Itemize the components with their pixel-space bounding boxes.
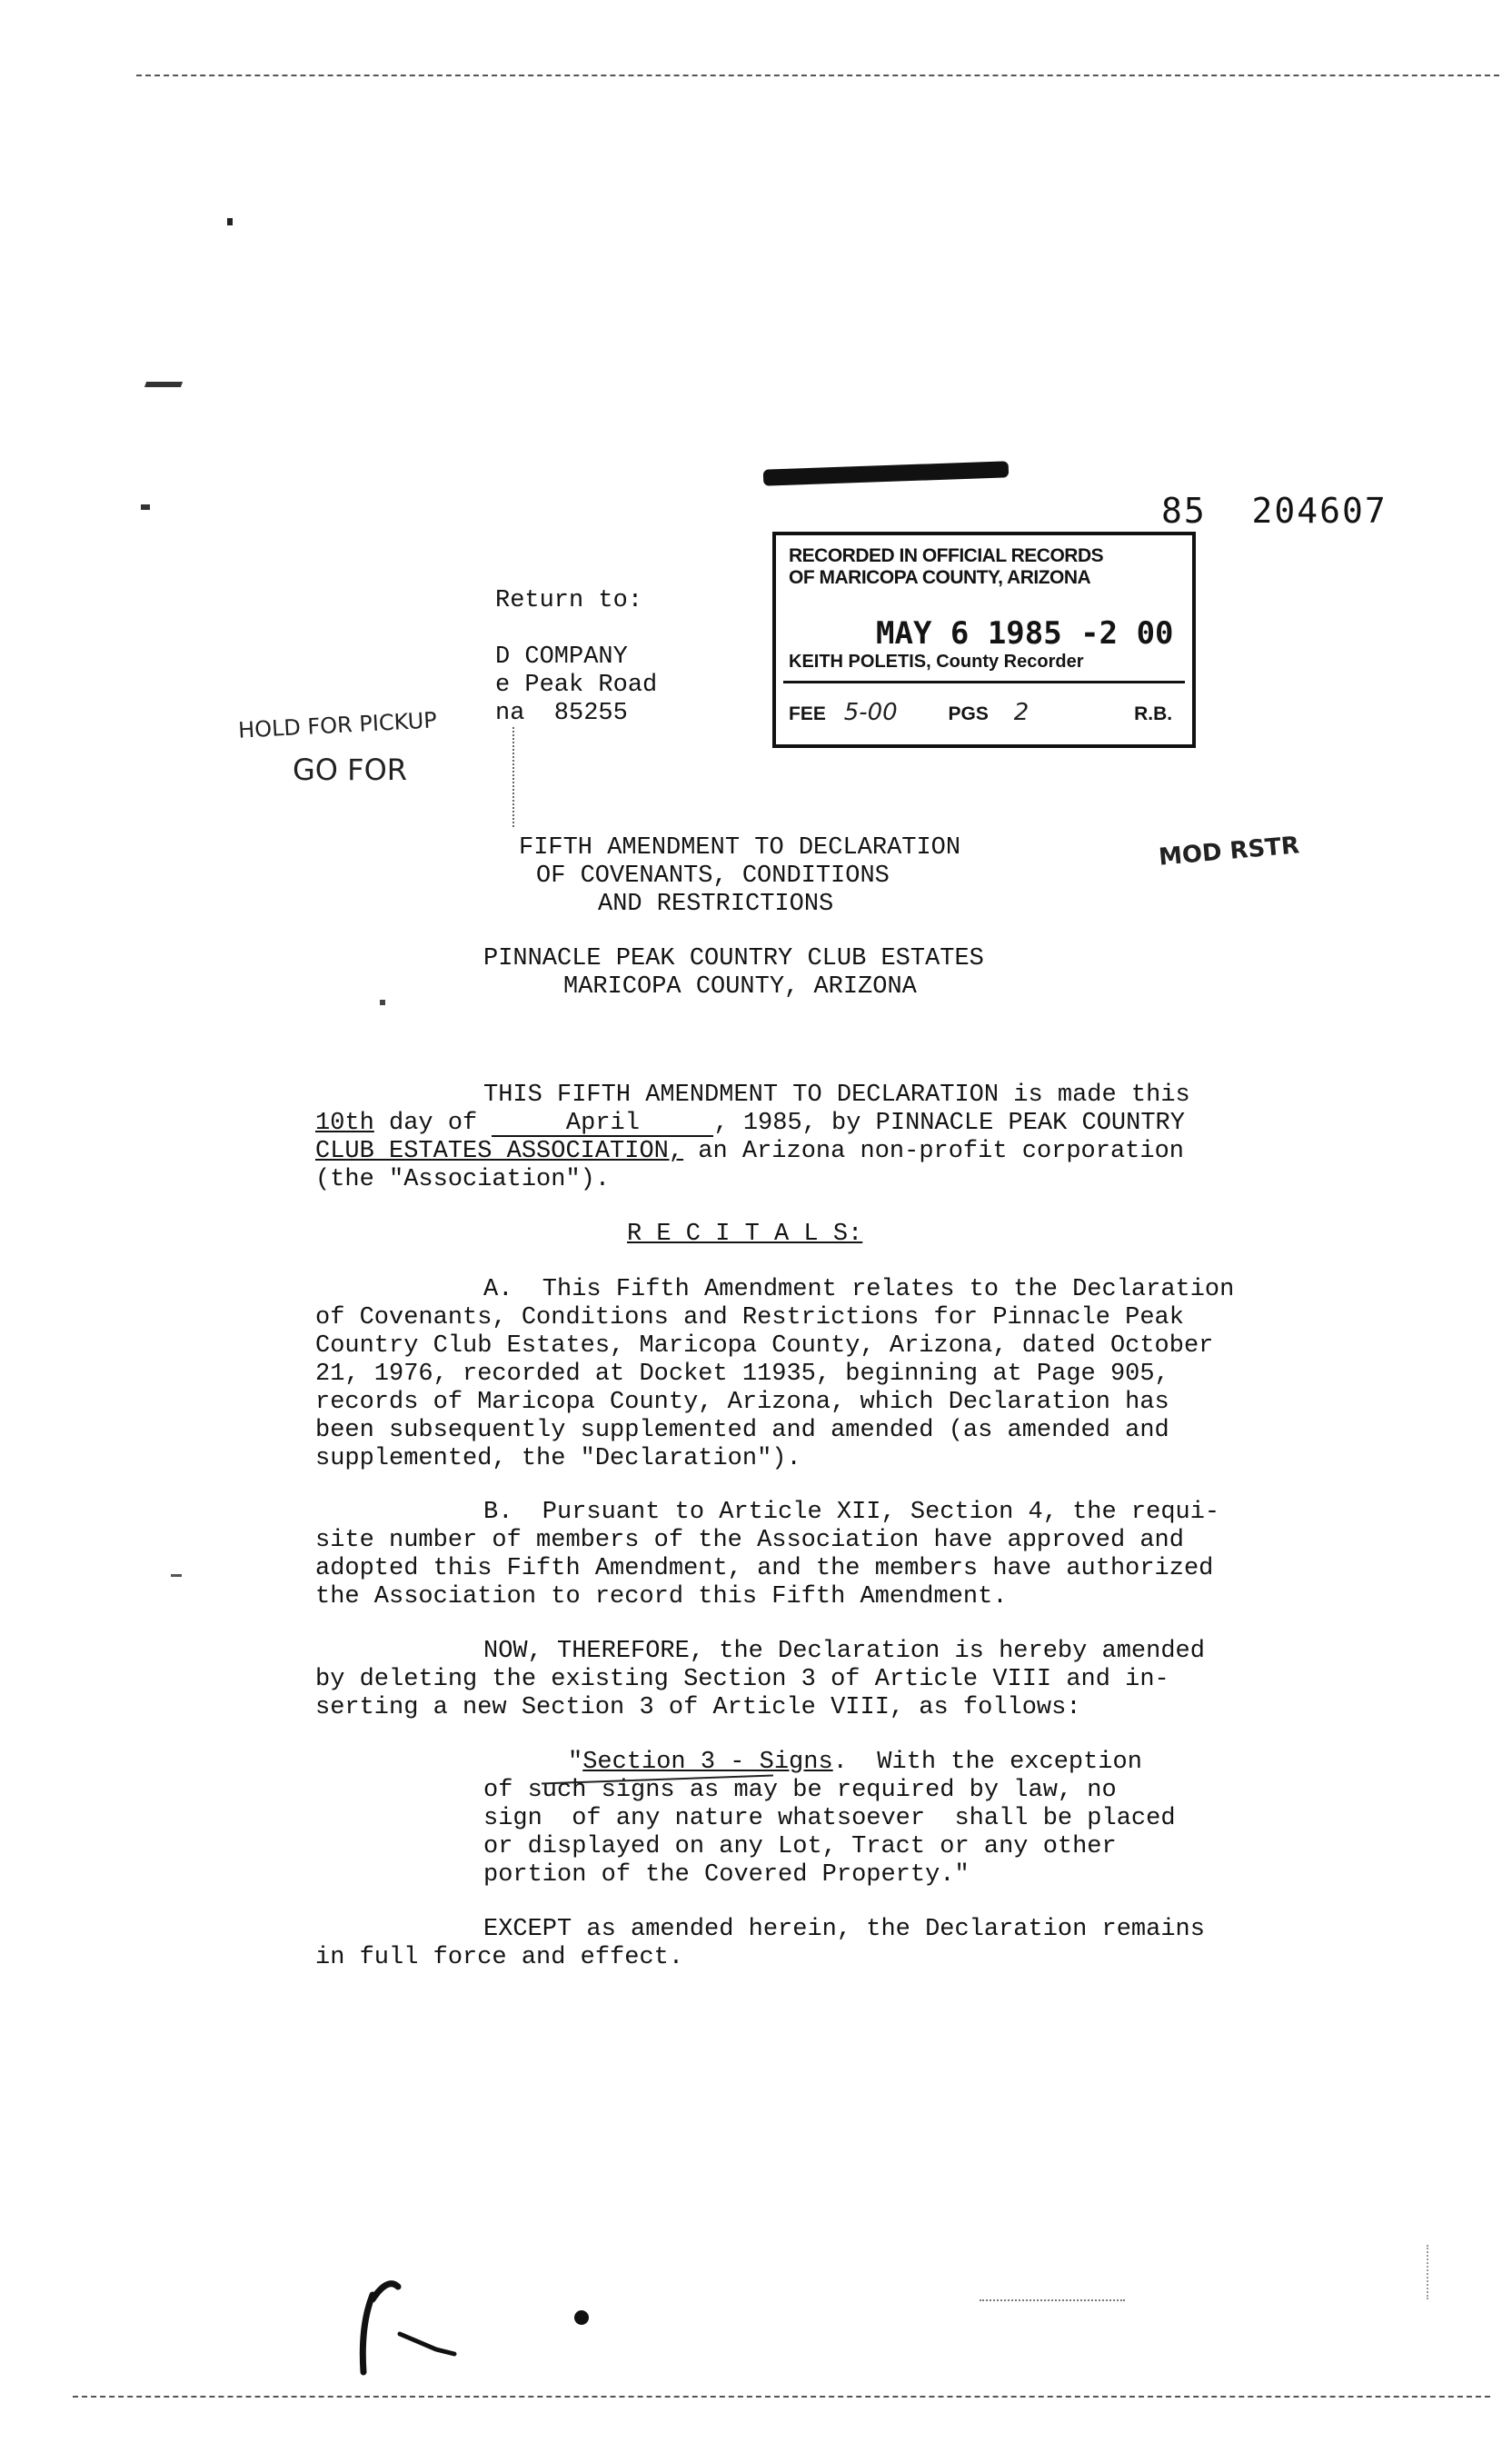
fee-value: 5-00: [843, 699, 898, 726]
para-a-line-5: records of Maricopa County, Arizona, which Declaration has: [315, 1389, 1169, 1416]
intro-day: 10th: [315, 1110, 374, 1137]
closing-line-2: in full force and effect.: [315, 1944, 684, 1971]
section3-quote-open: ": [568, 1749, 583, 1776]
section3-line-1: [568, 1749, 1142, 1777]
para-a-line-3: Country Club Estates, Maricopa County, Arizona, dated October: [315, 1332, 1214, 1360]
para-a-line-2: of Covenants, Conditions and Restrictions for Pinnacle Peak: [315, 1304, 1184, 1331]
title-line-4: PINNACLE PEAK COUNTRY CLUB ESTATES: [483, 945, 984, 972]
intro-line-3: [315, 1138, 1184, 1166]
recitals-heading: R E C I T A L S:: [627, 1221, 863, 1248]
para-a-line-7: supplemented, the "Declaration").: [315, 1445, 801, 1472]
return-margin-marks: [512, 727, 516, 827]
pgs-value: 2: [1013, 699, 1030, 726]
scan-dash: [1427, 2245, 1428, 2299]
mod-rstr-stamp: MOD RSTR: [1157, 832, 1301, 872]
stamp-recorder: KEITH POLETIS, County Recorder: [789, 652, 1084, 672]
return-to-label: Return to:: [495, 587, 643, 614]
now-therefore-line-1: NOW, THEREFORE, the Declaration is hereby amended: [483, 1638, 1205, 1665]
para-b-line-4: the Association to record this Fifth Amendment.: [315, 1583, 1008, 1610]
top-scan-edge: [136, 75, 1499, 76]
title-line-5: MARICOPA COUNTY, ARIZONA: [563, 973, 917, 1001]
stamp-separator: [783, 681, 1185, 683]
title-line-2: OF COVENANTS, CONDITIONS: [536, 863, 890, 890]
bottom-scan-edge: [73, 2396, 1490, 2398]
para-a-line-4: 21, 1976, recorded at Docket 11935, beginning at Page 905,: [315, 1361, 1169, 1388]
section3-line-3: sign of any nature whatsoever shall be placed: [483, 1805, 1176, 1832]
pgs-label: PGS: [948, 703, 989, 724]
scan-mark: [144, 382, 183, 387]
fee-label: FEE: [789, 703, 826, 724]
intro-line-1: THIS FIFTH AMENDMENT TO DECLARATION is made this: [483, 1082, 1190, 1109]
section3-line-2: of such signs as may be required by law, no: [483, 1777, 1117, 1804]
redaction-mark: [763, 461, 1009, 485]
intro-day-of: day of: [373, 1110, 492, 1137]
intro-line-2-rest: , 1985, by PINNACLE PEAK COUNTRY: [713, 1110, 1185, 1137]
stamp-line-2: OF MARICOPA COUNTY, ARIZONA: [789, 567, 1091, 588]
scan-mark: [380, 1000, 385, 1005]
intro-line-2: [315, 1110, 1185, 1138]
go-for-note: GO FOR: [293, 753, 407, 787]
hold-for-pickup-note: HOLD FOR PICKUP: [237, 707, 438, 743]
para-b-line-1: B. Pursuant to Article XII, Section 4, the requi-: [483, 1499, 1220, 1526]
para-b-line-2: site number of members of the Association have approved and: [315, 1527, 1184, 1554]
title-line-3: AND RESTRICTIONS: [598, 891, 834, 918]
section3-heading: Section 3 - Signs: [582, 1749, 833, 1776]
section3-line-5: portion of the Covered Property.": [483, 1861, 970, 1889]
intro-line-4: (the "Association").: [315, 1166, 611, 1193]
closing-line-1: EXCEPT as amended herein, the Declaration remains: [483, 1916, 1205, 1943]
signature-mark: [336, 2263, 609, 2381]
return-to-line-1: D COMPANY: [495, 643, 628, 671]
section3-line-1-rest: . With the exception: [832, 1749, 1142, 1776]
scan-mark: [141, 504, 150, 510]
para-a-line-1: A. This Fifth Amendment relates to the Declaration: [483, 1276, 1235, 1303]
para-b-line-3: adopted this Fifth Amendment, and the members have authorized: [315, 1555, 1214, 1582]
scan-mark: [227, 218, 233, 225]
stamp-fee-line: [789, 699, 1172, 726]
recording-stamp: [772, 532, 1196, 748]
stamp-date: MAY 6 1985 -2 00: [876, 615, 1174, 652]
return-to-line-2: e Peak Road: [495, 672, 658, 699]
section3-line-4: or displayed on any Lot, Tract or any other: [483, 1833, 1117, 1860]
para-a-line-6: been subsequently supplemented and amended (as amended and: [315, 1417, 1169, 1444]
intro-line-3-rest: an Arizona non-profit corporation: [683, 1138, 1184, 1165]
stamp-line-1: RECORDED IN OFFICIAL RECORDS: [789, 545, 1104, 566]
return-to-line-3: na 85255: [495, 700, 628, 727]
title-line-1: FIFTH AMENDMENT TO DECLARATION: [519, 834, 961, 862]
now-therefore-line-2: by deleting the existing Section 3 of Article VIII and in-: [315, 1666, 1169, 1693]
scan-mark: [171, 1574, 182, 1577]
intro-month: April: [492, 1112, 713, 1137]
intro-association-name: CLUB ESTATES ASSOCIATION,: [315, 1138, 684, 1165]
scan-dash: [980, 2299, 1125, 2301]
now-therefore-line-3: serting a new Section 3 of Article VIII, as follows:: [315, 1694, 1081, 1721]
recording-number: 85 204607: [1161, 491, 1388, 531]
stamp-initials: R.B.: [1134, 703, 1173, 724]
